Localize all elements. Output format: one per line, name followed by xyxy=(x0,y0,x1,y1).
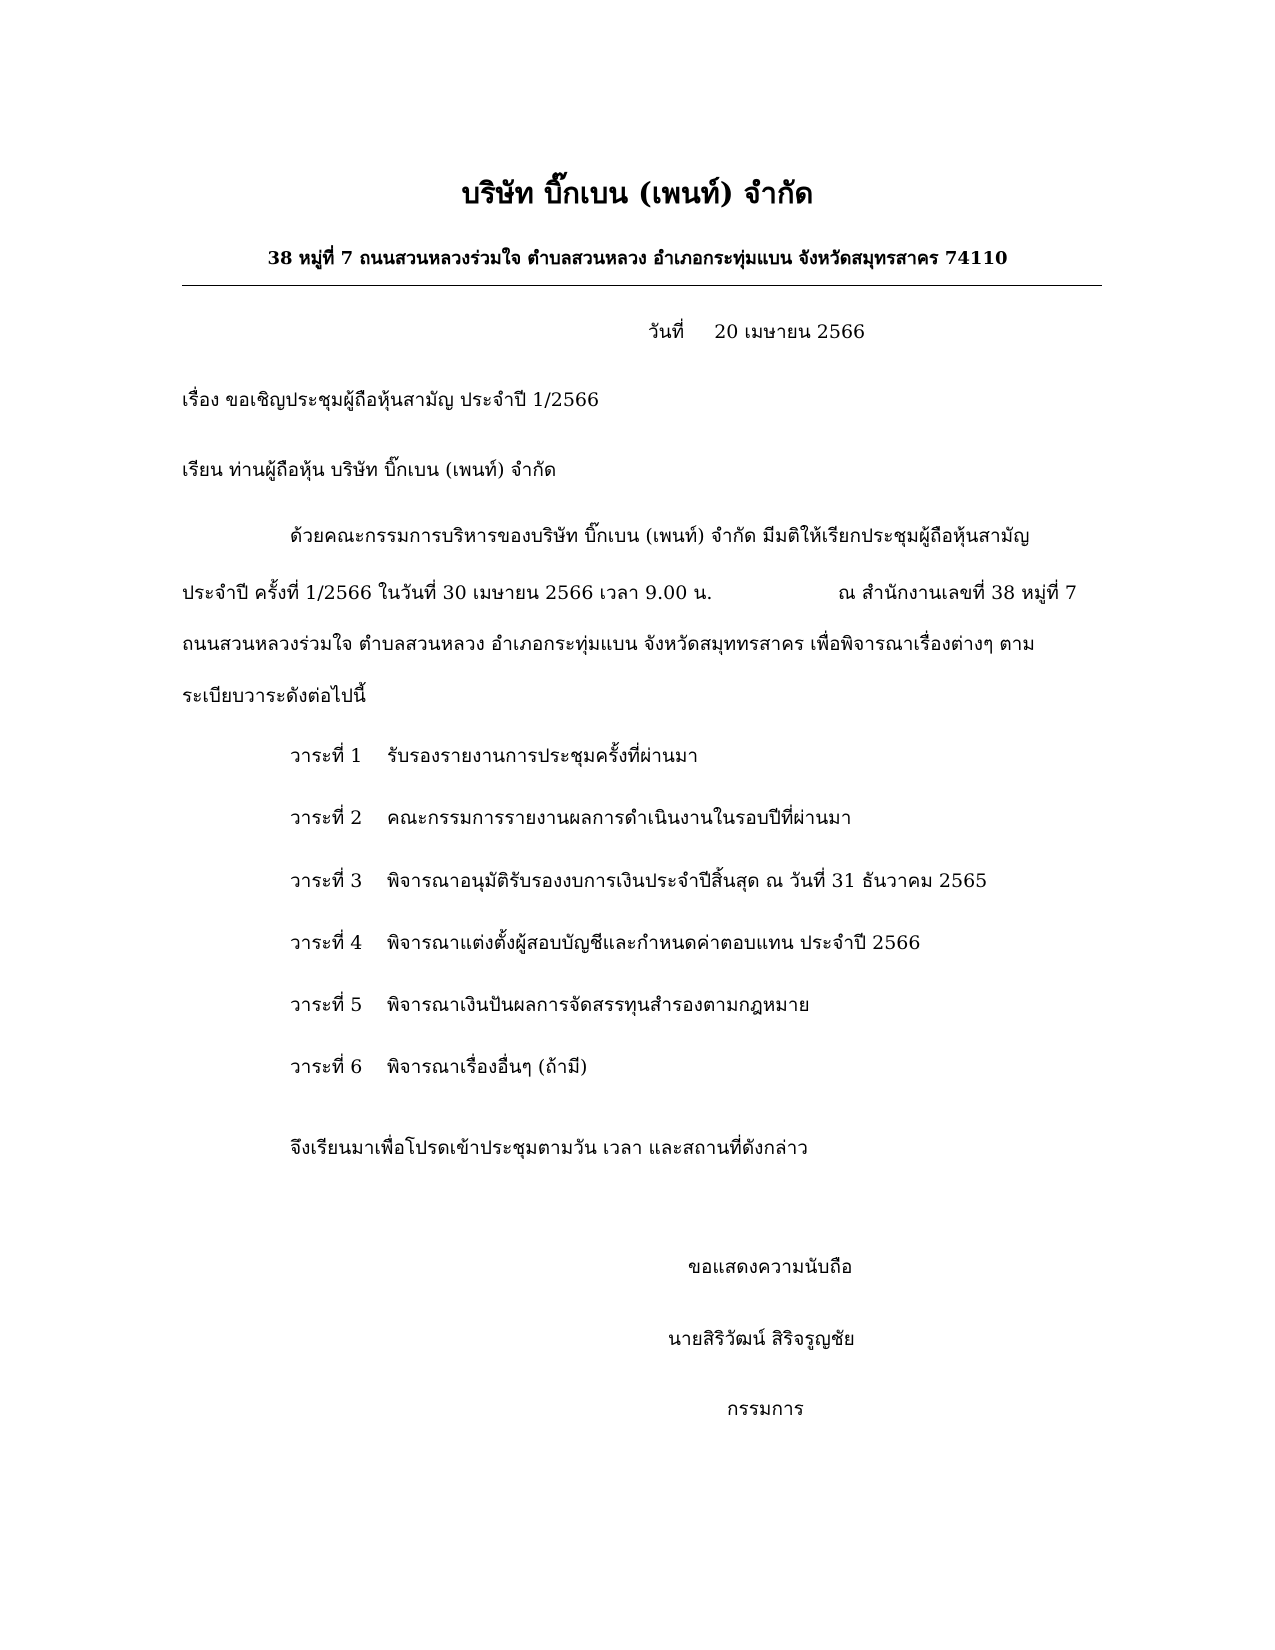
agenda-text: พิจารณาอนุมัติรับรองงบการเงินประจำปีสิ้นสุด ณ วันที่ 31 ธันวาคม 2565 xyxy=(387,870,988,892)
agenda-label: วาระที่ 1 xyxy=(290,745,363,767)
body-line-2-left: ประจำปี ครั้งที่ 1/2566 ในวันที่ 30 เมษายน 2566 เวลา 9.00 น. xyxy=(182,582,713,604)
agenda-label: วาระที่ 6 xyxy=(290,1056,363,1078)
agenda-label: วาระที่ 3 xyxy=(290,870,363,892)
company-address: 38 หมู่ที่ 7 ถนนสวนหลวงร่วมใจ ตำบลสวนหลวง อำเภอกระทุ่มแบน จังหวัดสมุทรสาคร 74110 xyxy=(267,248,1008,269)
date-line xyxy=(648,317,865,347)
agenda-item xyxy=(290,866,987,896)
agenda-text: พิจารณาเรื่องอื่นๆ (ถ้ามี) xyxy=(387,1056,588,1078)
agenda-item xyxy=(290,741,698,771)
agenda-label: วาระที่ 4 xyxy=(290,932,363,954)
agenda-text: พิจารณาแต่งตั้งผู้สอบบัญชีและกำหนดค่าตอบแทน ประจำปี 2566 xyxy=(387,932,921,954)
body-line-2 xyxy=(182,578,1077,608)
body-line-1: ด้วยคณะกรรมการบริหารของบริษัท บิ๊กเบน (เพนท์) จำกัด มีมติให้เรียกประชุมผู้ถือหุ้นสามัญ xyxy=(290,525,1030,547)
header-divider xyxy=(182,285,1102,286)
date-label: วันที่ xyxy=(648,321,685,343)
body-line-2-right: ณ สำนักงานเลขที่ 38 หมู่ที่ 7 xyxy=(838,582,1077,604)
signature-position: กรรมการ xyxy=(727,1398,804,1420)
agenda-item xyxy=(290,1052,587,1082)
agenda-item xyxy=(290,990,810,1020)
recipient-line: เรียน ท่านผู้ถือหุ้น บริษัท บิ๊กเบน (เพนท์) จำกัด xyxy=(182,459,557,481)
agenda-item xyxy=(290,928,920,958)
date-value: 20 เมษายน 2566 xyxy=(714,321,866,343)
agenda-text: พิจารณาเงินปันผลการจัดสรรทุนสำรองตามกฎหมาย xyxy=(387,994,810,1016)
company-name: บริษัท บิ๊กเบน (เพนท์) จำกัด xyxy=(461,176,814,210)
agenda-item xyxy=(290,803,851,833)
signature-regards: ขอแสดงความนับถือ xyxy=(688,1256,853,1278)
closing-line: จึงเรียนมาเพื่อโปรดเข้าประชุมตามวัน เวลา และสถานที่ดังกล่าว xyxy=(290,1137,808,1159)
body-line-4: ระเบียบวาระดังต่อไปนี้ xyxy=(182,685,366,707)
subject-line: เรื่อง ขอเชิญประชุมผู้ถือหุ้นสามัญ ประจำปี 1/2566 xyxy=(182,389,600,411)
agenda-label: วาระที่ 2 xyxy=(290,807,363,829)
body-line-3: ถนนสวนหลวงร่วมใจ ตำบลสวนหลวง อำเภอกระทุ่มแบน จังหวัดสมุททรสาคร เพื่อพิจารณาเรื่องต่างๆ ตาม xyxy=(182,633,1035,655)
agenda-label: วาระที่ 5 xyxy=(290,994,363,1016)
signature-name: นายสิริวัฒน์ สิริจรูญชัย xyxy=(668,1328,855,1350)
agenda-text: รับรองรายงานการประชุมครั้งที่ผ่านมา xyxy=(387,745,699,767)
agenda-text: คณะกรรมการรายงานผลการดำเนินงานในรอบปีที่ผ่านมา xyxy=(387,807,852,829)
